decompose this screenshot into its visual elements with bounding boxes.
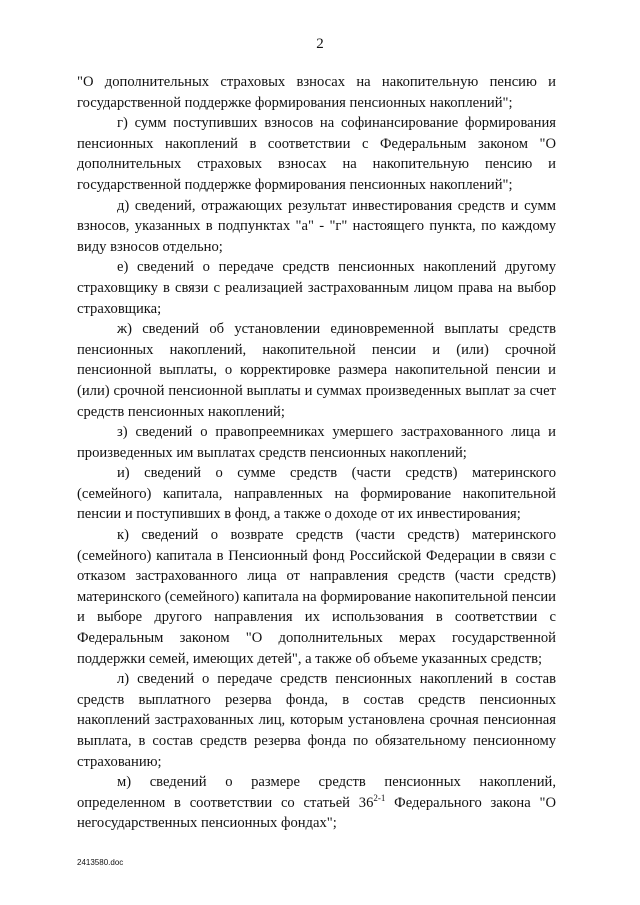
paragraph-item-m-text-end: Федерального закона "О негосударственных пенсионных фондах"; bbox=[77, 794, 557, 832]
document-body bbox=[77, 72, 556, 834]
paragraph-item-l: л) сведений о передаче средств пенсионных накоплений в состав средств выплатного резерва фонда, в состав средств пенсионных накоплений застрахованных лиц, которым установлена срочная пенсионная выплата, в состав средств резерва фонда по обязательному пенсионному страхованию; bbox=[77, 671, 556, 770]
paragraph-continuation: "О дополнительных страховых взносах на накопительную пенсию и государственной поддержке формирования пенсионных накоплений"; bbox=[77, 74, 556, 111]
paragraph-item-k: к) сведений о возврате средств (части средств) материнского (семейного) капитала в Пенсионный фонд Российской Федерации в связи с отказом застрахованного лица от направления средств (части средств) материнского (семейного) капитала на формирование накопительной пенсии и выборе другого направления их использования в соответствии с Федеральным законом "О дополнительных мерах государственной поддержки семей, имеющих детей", а также об объеме указанных средств; bbox=[77, 527, 556, 667]
paragraph-item-m bbox=[77, 772, 556, 834]
paragraph-item-z: з) сведений о правопреемниках умершего застрахованного лица и произведенных им выплатах средств пенсионных накоплений; bbox=[77, 424, 556, 461]
paragraph-item-g: г) сумм поступивших взносов на софинансирование формирования пенсионных накоплений в соответствии с Федеральным законом "О дополнительных страховых взносах на накопительную пенсию и государственной поддержке формирования пенсионных накоплений"; bbox=[77, 115, 556, 193]
paragraph-item-i: и) сведений о сумме средств (части средств) материнского (семейного) капитала, направленных на формирование накопительной пенсии и поступивших в фонд, а также о доходе от их инвестирования; bbox=[77, 465, 556, 523]
paragraph-item-m-text: м) сведений о размере средств пенсионных накоплений, определенном в соответствии со статьей 36 bbox=[77, 774, 556, 811]
paragraph-item-e: е) сведений о передаче средств пенсионных накоплений другому страховщику в связи с реализацией застрахованным лицом права на выбор страховщика; bbox=[77, 259, 556, 317]
article-superscript: 2-1 bbox=[373, 792, 386, 803]
paragraph-item-d: д) сведений, отражающих результат инвестирования средств и сумм взносов, указанных в подпунктах "а" - "г" настоящего пункта, по каждому виду взносов отдельно; bbox=[77, 197, 556, 255]
page-number: 2 bbox=[316, 36, 324, 52]
paragraph-item-zh: ж) сведений об установлении единовременной выплаты средств пенсионных накоплений, накопительной пенсии и (или) срочной пенсионной выплаты, о корректировке размера накопительной пенсии и (или) срочной пенсионной выплаты и суммах произведенных выплат за счет средств пенсионных накоплений; bbox=[77, 321, 556, 420]
footer-filename: 2413580.doc bbox=[77, 858, 124, 867]
